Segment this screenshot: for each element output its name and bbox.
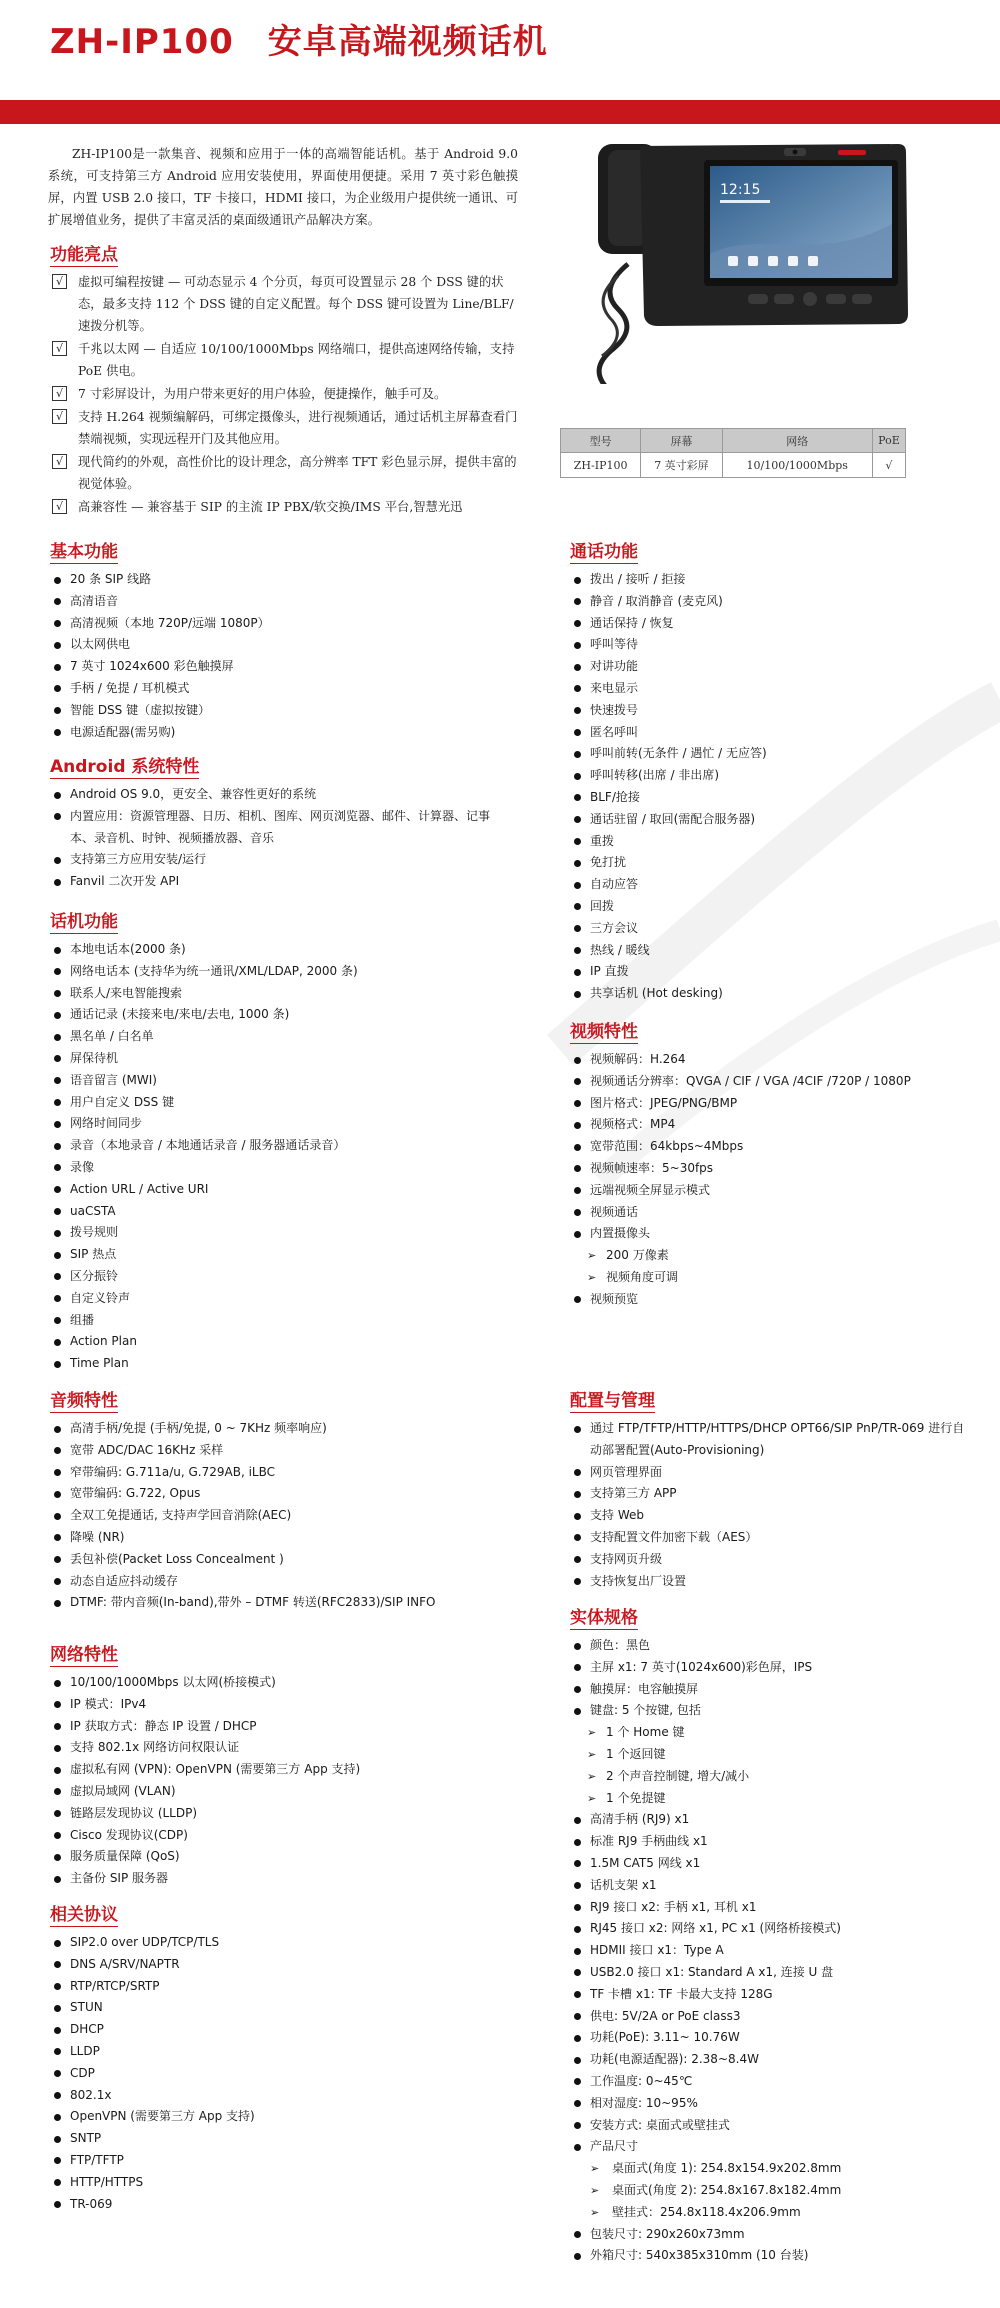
network-section — [50, 1640, 510, 1890]
phone-functions-section — [50, 907, 510, 1375]
android-list — [50, 784, 490, 893]
list-item: 免打扰 — [570, 852, 970, 874]
list-item: 1.5M CAT5 网线 x1 — [570, 1853, 970, 1875]
list-item: IP 模式：IPv4 — [50, 1694, 510, 1716]
table-header-cell: 型号 — [561, 429, 641, 453]
protocol-section — [50, 1900, 510, 2215]
highlight-text: 现代简约的外观，高性价比的设计理念，高分辨率 TFT 彩色显示屏，提供丰富的视觉体验。 — [78, 455, 517, 491]
list-item: 网页管理界面 — [570, 1462, 970, 1484]
audio-section — [50, 1386, 470, 1614]
physical-list — [570, 1635, 970, 2267]
audio-list — [50, 1418, 470, 1614]
list-item: 视频解码：H.264 — [570, 1049, 970, 1071]
list-item: 高清手柄/免提 (手柄/免提, 0 ~ 7KHz 频率响应) — [50, 1418, 470, 1440]
list-item: 宽带范围：64kbps~4Mbps — [570, 1136, 970, 1158]
list-item: 支持 Web — [570, 1505, 970, 1527]
list-item: 远端视频全屏显示模式 — [570, 1180, 970, 1202]
list-item: HDMII 接口 x1：Type A — [570, 1940, 970, 1962]
list-item: RTP/RTCP/SRTP — [50, 1976, 510, 1998]
list-item: 颜色：黑色 — [570, 1635, 970, 1657]
list-item: 共享话机 (Hot desking) — [570, 983, 970, 1005]
list-item: ➢ 桌面式(角度 1): 254.8x154.9x202.8mm — [570, 2158, 970, 2180]
highlight-item — [50, 451, 522, 495]
list-item: 宽带 ADC/DAC 16KHz 采样 — [50, 1440, 470, 1462]
list-item: 主备份 SIP 服务器 — [50, 1868, 510, 1890]
checkbox-icon: √ — [52, 341, 67, 356]
list-item: 支持配置文件加密下载（AES） — [570, 1527, 970, 1549]
list-item: 录像 — [50, 1157, 510, 1179]
list-item: 本地电话本(2000 条) — [50, 939, 510, 961]
audio-title: 音频特性 — [50, 1386, 118, 1413]
list-item: 相对湿度: 10~95% — [570, 2093, 970, 2115]
list-item: 视频预览 — [570, 1289, 970, 1311]
list-item: 支持恢复出厂设置 — [570, 1571, 970, 1593]
list-item: 拨号规则 — [50, 1222, 510, 1244]
list-item: 供电: 5V/2A or PoE class3 — [570, 2006, 970, 2028]
highlight-item — [50, 496, 522, 518]
network-list — [50, 1672, 510, 1890]
list-item: 联系人/来电智能搜索 — [50, 983, 510, 1005]
call-list — [570, 569, 970, 1005]
list-item: 呼叫等待 — [570, 634, 970, 656]
list-item: 虚拟局域网 (VLAN) — [50, 1781, 510, 1803]
list-item: OpenVPN (需要第三方 App 支持) — [50, 2106, 510, 2128]
video-title: 视频特性 — [570, 1017, 638, 1044]
highlight-text: 虚拟可编程按键 — 可动态显示 4 个分页，每页可设置显示 28 个 DSS 键的状态，最多支持 112 个 DSS 键的自定义配置。每个 DSS 键可设置为 Line/BLF/速拨分机等。 — [78, 275, 514, 333]
list-item: 用户自定义 DSS 键 — [50, 1092, 510, 1114]
list-item: 录音（本地录音 / 本地通话录音 / 服务器通话录音） — [50, 1135, 510, 1157]
list-item: 通过 FTP/TFTP/HTTP/HTTPS/DHCP OPT66/SIP PnP/TR-069 进行自动部署配置(Auto-Provisioning) — [570, 1418, 970, 1462]
page-title — [50, 14, 548, 63]
list-item: DNS A/SRV/NAPTR — [50, 1954, 510, 1976]
list-item: 链路层发现协议 (LLDP) — [50, 1803, 510, 1825]
list-item: 网络时间同步 — [50, 1113, 510, 1135]
list-item: 话机支架 x1 — [570, 1875, 970, 1897]
list-item: 通话驻留 / 取回(需配合服务器) — [570, 809, 970, 831]
table-cell: 10/100/1000Mbps — [722, 453, 872, 478]
list-item: 视频格式：MP4 — [570, 1114, 970, 1136]
list-item: 10/100/1000Mbps 以太网(桥接模式) — [50, 1672, 510, 1694]
list-item: 功耗(电源适配器): 2.38~8.4W — [570, 2049, 970, 2071]
list-item: 内置摄像头 — [570, 1223, 970, 1245]
list-item: ➢ 桌面式(角度 2): 254.8x167.8x182.4mm — [570, 2180, 970, 2202]
list-item: USB2.0 接口 x1: Standard A x1, 连接 U 盘 — [570, 1962, 970, 1984]
product-subtitle: 安卓高端视频话机 — [267, 22, 548, 62]
list-item: ➢ 200 万像素 — [570, 1245, 970, 1267]
call-title: 通话功能 — [570, 537, 638, 564]
list-item: 工作温度: 0~45℃ — [570, 2071, 970, 2093]
list-item: 丢包补偿(Packet Loss Concealment ) — [50, 1549, 470, 1571]
list-item: 标准 RJ9 手柄曲线 x1 — [570, 1831, 970, 1853]
list-item: 回拨 — [570, 896, 970, 918]
highlight-text: 支持 H.264 视频编解码，可绑定摄像头，进行视频通话，通过话机主屏幕查看门禁端视频，实现远程开门及其他应用。 — [78, 410, 518, 446]
list-item: 触摸屏：电容触摸屏 — [570, 1679, 970, 1701]
list-item: 全双工免提通话, 支持声学回音消除(AEC) — [50, 1505, 470, 1527]
list-item: 区分振铃 — [50, 1266, 510, 1288]
list-item: uaCSTA — [50, 1201, 510, 1223]
list-item: 外箱尺寸: 540x385x310mm (10 台装) — [570, 2245, 970, 2267]
list-item: 语音留言 (MWI) — [50, 1070, 510, 1092]
checkbox-icon: √ — [52, 499, 67, 514]
list-item: ➢ 壁挂式：254.8x118.4x206.9mm — [570, 2202, 970, 2224]
list-item: 拨出 / 接听 / 拒接 — [570, 569, 970, 591]
list-item: 三方会议 — [570, 918, 970, 940]
list-item: 黑名单 / 白名单 — [50, 1026, 510, 1048]
highlights-title: 功能亮点 — [50, 240, 118, 267]
network-title: 网络特性 — [50, 1640, 118, 1667]
list-item: 内置应用：资源管理器、日历、相机、图库、网页浏览器、邮件、计算器、记事本、录音机、时钟、视频播放器、音乐 — [50, 806, 490, 850]
highlight-text: 7 寸彩屏设计，为用户带来更好的用户体验，便捷操作，触手可及。 — [78, 387, 447, 401]
header-red-bar — [0, 100, 1000, 124]
list-item: 支持第三方应用安装/运行 — [50, 849, 490, 871]
list-item: SIP2.0 over UDP/TCP/TLS — [50, 1932, 510, 1954]
list-item: 802.1x — [50, 2085, 510, 2107]
list-item: 高清视频（本地 720P/远端 1080P） — [50, 613, 510, 635]
list-item: 服务质量保障 (QoS) — [50, 1846, 510, 1868]
list-item: 自动应答 — [570, 874, 970, 896]
phone-image — [578, 134, 908, 384]
list-item: 7 英寸 1024x600 彩色触摸屏 — [50, 656, 510, 678]
list-item: 重拨 — [570, 831, 970, 853]
list-item: ➢ 1 个 Home 键 — [570, 1722, 970, 1744]
list-item: 自定义铃声 — [50, 1288, 510, 1310]
list-item: 通话保持 / 恢复 — [570, 613, 970, 635]
checkbox-icon: √ — [52, 409, 67, 424]
config-list — [570, 1418, 970, 1592]
highlight-item — [50, 406, 522, 450]
list-item: FTP/TFTP — [50, 2150, 510, 2172]
highlight-text: 高兼容性 — 兼容基于 SIP 的主流 IP PBX/软交换/IMS 平台,智慧光迅 — [78, 500, 463, 514]
phone-screen-time: 12:15 — [720, 182, 761, 198]
list-item: 视频通话分辨率：QVGA / CIF / VGA /4CIF /720P / 1080P — [570, 1071, 970, 1093]
list-item: Android OS 9.0，更安全、兼容性更好的系统 — [50, 784, 490, 806]
phone-functions-title: 话机功能 — [50, 907, 118, 934]
list-item: Cisco 发现协议(CDP) — [50, 1825, 510, 1847]
list-item: 视频通话 — [570, 1202, 970, 1224]
list-item: 键盘: 5 个按键, 包括 — [570, 1700, 970, 1722]
list-item: 以太网供电 — [50, 634, 510, 656]
highlight-item — [50, 271, 522, 337]
list-item: 组播 — [50, 1310, 510, 1332]
list-item: HTTP/HTTPS — [50, 2172, 510, 2194]
model-name: ZH-IP100 — [50, 22, 234, 62]
highlight-item — [50, 338, 522, 382]
android-section — [50, 752, 490, 893]
table-cell: √ — [872, 453, 905, 478]
android-title: Android 系统特性 — [50, 752, 199, 779]
basic-title: 基本功能 — [50, 537, 118, 564]
list-item: Fanvil 二次开发 API — [50, 871, 490, 893]
table-header-row — [561, 429, 906, 453]
list-item: 图片格式：JPEG/PNG/BMP — [570, 1093, 970, 1115]
table-cell: 7 英寸彩屏 — [641, 453, 722, 478]
list-item: DTMF: 带内音频(In-band),带外 – DTMF 转送(RFC2833)/SIP INFO — [50, 1592, 470, 1614]
list-item: 来电显示 — [570, 678, 970, 700]
list-item: 对讲功能 — [570, 656, 970, 678]
list-item: STUN — [50, 1997, 510, 2019]
list-item: RJ45 接口 x2: 网络 x1, PC x1 (网络桥接模式) — [570, 1918, 970, 1940]
list-item: ➢ 1 个返回键 — [570, 1744, 970, 1766]
list-item: 手柄 / 免提 / 耳机模式 — [50, 678, 510, 700]
list-item: SIP 热点 — [50, 1244, 510, 1266]
model-spec-table — [560, 428, 906, 478]
list-item: CDP — [50, 2063, 510, 2085]
list-item: IP 获取方式：静态 IP 设置 / DHCP — [50, 1716, 510, 1738]
list-item: 窄带编码: G.711a/u, G.729AB, iLBC — [50, 1462, 470, 1484]
list-item: Action Plan — [50, 1331, 510, 1353]
highlights-list — [50, 271, 522, 518]
highlight-item — [50, 383, 522, 405]
list-item: Time Plan — [50, 1353, 510, 1375]
list-item: 宽带编码: G.722, Opus — [50, 1483, 470, 1505]
table-header-cell: 网络 — [722, 429, 872, 453]
protocol-title: 相关协议 — [50, 1900, 118, 1927]
list-item: IP 直拨 — [570, 961, 970, 983]
list-item: 支持 802.1x 网络访问权限认证 — [50, 1737, 510, 1759]
list-item: 视频帧速率：5~30fps — [570, 1158, 970, 1180]
highlight-text: 千兆以太网 — 自适应 10/100/1000Mbps 网络端口，提供高速网络传输，支持 PoE 供电。 — [78, 342, 515, 378]
list-item: TR-069 — [50, 2194, 510, 2216]
list-item: 高清语音 — [50, 591, 510, 613]
checkbox-icon: √ — [52, 274, 67, 289]
table-cell: ZH-IP100 — [561, 453, 641, 478]
list-item: 高清手柄 (RJ9) x1 — [570, 1809, 970, 1831]
intro-paragraph: ZH-IP100是一款集音、视频和应用于一体的高端智能话机。基于 Android 9.0 系统，可支持第三方 Android 应用安装使用，界面使用便捷。采用 7 英寸彩色触摸屏，内置 USB 2.0 接口，TF 卡接口，HDMI 接口，为企业级用户提供统一通讯、可扩展增值业务，提供了丰富灵活的桌面级通讯产品解决方案。 — [48, 147, 518, 227]
basic-list — [50, 569, 510, 743]
list-item: 静音 / 取消静音 (麦克风) — [570, 591, 970, 613]
checkbox-icon: √ — [52, 386, 67, 401]
table-header-cell: 屏幕 — [641, 429, 722, 453]
list-item: ➢ 视频角度可调 — [570, 1267, 970, 1289]
list-item: 动态自适应抖动缓存 — [50, 1571, 470, 1593]
list-item: LLDP — [50, 2041, 510, 2063]
physical-title: 实体规格 — [570, 1603, 638, 1630]
list-item: 电源适配器(需另购) — [50, 722, 510, 744]
list-item: 安装方式: 桌面式或壁挂式 — [570, 2115, 970, 2137]
list-item: 屏保待机 — [50, 1048, 510, 1070]
list-item: 产品尺寸 — [570, 2136, 970, 2158]
physical-section — [570, 1603, 970, 2267]
list-item: TF 卡槽 x1: TF 卡最大支持 128G — [570, 1984, 970, 2006]
list-item: 降噪 (NR) — [50, 1527, 470, 1549]
list-item: ➢ 2 个声音控制键, 增大/减小 — [570, 1766, 970, 1788]
list-item: 呼叫转移(出席 / 非出席) — [570, 765, 970, 787]
protocol-list — [50, 1932, 510, 2215]
list-item: 支持网页升级 — [570, 1549, 970, 1571]
list-item: RJ9 接口 x2: 手柄 x1, 耳机 x1 — [570, 1897, 970, 1919]
table-header-cell: PoE — [872, 429, 905, 453]
list-item: BLF/抢接 — [570, 787, 970, 809]
table-row — [561, 453, 906, 478]
list-item: 网络电话本 (支持华为统一通讯/XML/LDAP, 2000 条) — [50, 961, 510, 983]
list-item: 20 条 SIP 线路 — [50, 569, 510, 591]
list-item: 功耗(PoE): 3.11~ 10.76W — [570, 2027, 970, 2049]
list-item: 快速拨号 — [570, 700, 970, 722]
list-item: 呼叫前转(无条件 / 遇忙 / 无应答) — [570, 743, 970, 765]
list-item: 智能 DSS 键（虚拟按键） — [50, 700, 510, 722]
list-item: 主屏 x1: 7 英寸(1024x600)彩色屏，IPS — [570, 1657, 970, 1679]
basic-section — [50, 537, 510, 743]
checkbox-icon: √ — [52, 454, 67, 469]
video-list — [570, 1049, 970, 1311]
list-item: SNTP — [50, 2128, 510, 2150]
list-item: 热线 / 暖线 — [570, 940, 970, 962]
list-item: 通话记录 (未接来电/来电/去电, 1000 条) — [50, 1004, 510, 1026]
list-item: DHCP — [50, 2019, 510, 2041]
list-item: 虚拟私有网 (VPN): OpenVPN (需要第三方 App 支持) — [50, 1759, 510, 1781]
call-section — [570, 537, 970, 1005]
list-item: 匿名呼叫 — [570, 722, 970, 744]
phone-functions-list — [50, 939, 510, 1375]
video-section — [570, 1017, 970, 1311]
list-item: 支持第三方 APP — [570, 1483, 970, 1505]
list-item: Action URL / Active URI — [50, 1179, 510, 1201]
highlights-section — [50, 240, 522, 519]
list-item: ➢ 1 个免提键 — [570, 1788, 970, 1810]
list-item: 包装尺寸: 290x260x73mm — [570, 2224, 970, 2246]
config-title: 配置与管理 — [570, 1386, 655, 1413]
config-section — [570, 1386, 970, 1592]
